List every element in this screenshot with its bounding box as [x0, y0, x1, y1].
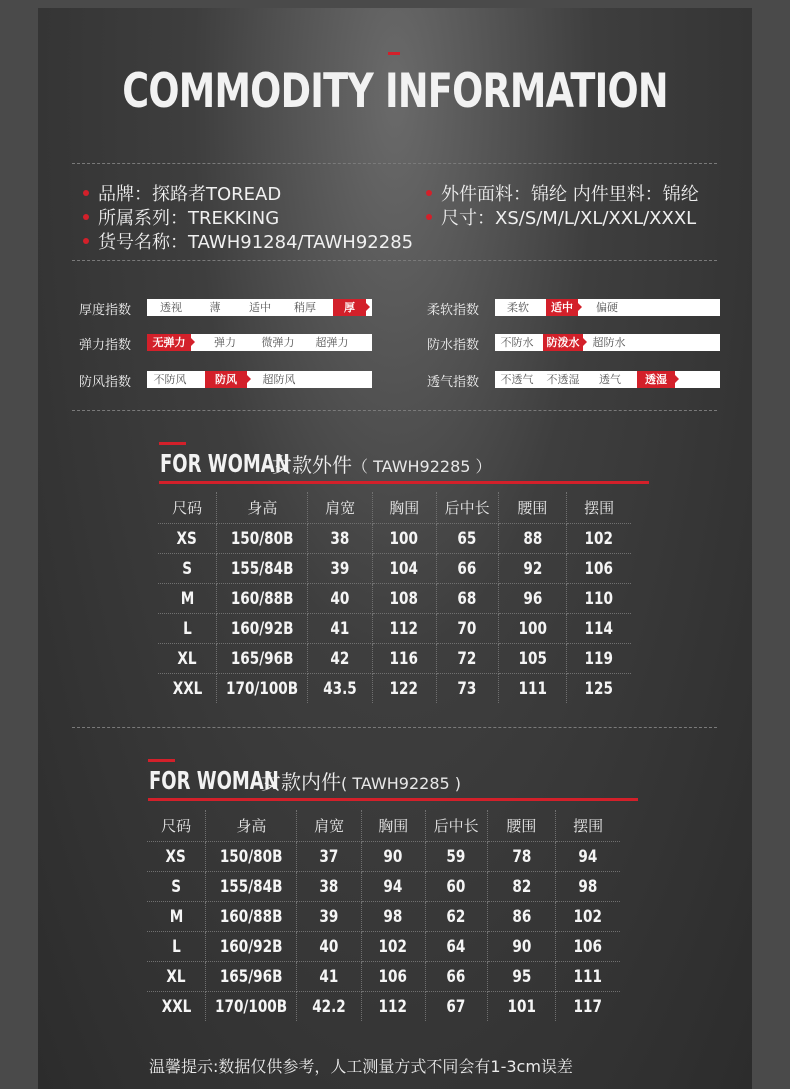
- column-header: 后中长: [436, 492, 498, 524]
- bullet-icon: [426, 190, 432, 196]
- table-cell: M: [158, 584, 217, 614]
- breathability-index-label: 透气指数: [427, 375, 480, 390]
- breathability-index-bar: 不透气 不透湿 透气 透湿: [495, 371, 720, 388]
- table-cell: 104: [372, 554, 436, 584]
- table-cell: 82: [487, 872, 555, 902]
- table-header-row: [147, 810, 620, 842]
- info-sizes: 尺寸：XS/S/M/L/XL/XXL/XXXL: [426, 204, 696, 230]
- table-cell: 100: [498, 614, 566, 644]
- column-header: 尺码: [147, 810, 206, 842]
- waterproof-index-label: 防水指数: [427, 338, 480, 353]
- table-cell: 106: [567, 554, 631, 584]
- thickness-index-bar: 透视 薄 适中 稍厚 厚: [147, 299, 372, 316]
- table-cell: 67: [425, 992, 487, 1022]
- table-cell: 117: [573, 996, 603, 1017]
- table-row: [147, 932, 620, 962]
- table-cell: 102: [567, 524, 631, 554]
- table-cell: 39: [308, 554, 372, 584]
- elasticity-index-label: 弹力指数: [79, 338, 132, 353]
- table-cell: 42: [308, 644, 372, 674]
- info-series: 所属系列：TREKKING: [83, 204, 279, 230]
- section-title-inner: FOR WOMAN女款内件( TAWH92285 ): [149, 766, 462, 795]
- table-cell: 98: [556, 872, 620, 902]
- table-cell: 101: [487, 992, 555, 1022]
- table-cell: 66: [425, 962, 487, 992]
- column-header: 尺码: [158, 492, 217, 524]
- column-header: 腰围: [498, 492, 566, 524]
- table-row: [147, 842, 620, 872]
- table-cell: 94: [556, 842, 620, 872]
- table-cell: 37: [297, 842, 361, 872]
- bullet-icon: [83, 214, 89, 220]
- table-cell: 72: [436, 644, 498, 674]
- table-cell: 160/88B: [217, 584, 308, 614]
- size-table-inner: [147, 810, 620, 1021]
- info-fabric: 外件面料：锦纶 内件里料：锦纶: [426, 180, 699, 206]
- table-cell: 116: [372, 644, 436, 674]
- table-row: [158, 674, 631, 704]
- bullet-icon: [83, 190, 89, 196]
- table-cell: S: [147, 872, 206, 902]
- table-cell: XXL: [158, 674, 217, 704]
- selected-marker: 防泼水: [543, 334, 583, 351]
- selected-marker: 适中: [546, 299, 578, 316]
- section-accent-bar: [148, 759, 175, 762]
- table-cell: 90: [361, 842, 425, 872]
- column-header: 身高: [206, 810, 297, 842]
- table-cell: 119: [567, 644, 631, 674]
- divider: [72, 260, 717, 261]
- table-cell: 39: [297, 902, 361, 932]
- table-cell: 165/96B: [217, 644, 308, 674]
- selected-marker: 厚: [333, 299, 366, 316]
- table-cell: 38: [308, 524, 372, 554]
- divider: [72, 410, 717, 411]
- divider: [72, 163, 717, 164]
- table-cell: XS: [158, 524, 217, 554]
- table-cell: 62: [425, 902, 487, 932]
- table-cell: 40: [297, 932, 361, 962]
- column-header: 后中长: [425, 810, 487, 842]
- column-header: 胸围: [372, 492, 436, 524]
- info-brand: 品牌：探路者TOREAD: [83, 180, 281, 206]
- table-row: [158, 584, 631, 614]
- table-cell: 43.5: [308, 674, 372, 704]
- thickness-index-label: 厚度指数: [79, 303, 132, 318]
- selected-marker: 透湿: [637, 371, 675, 388]
- windproof-index-bar: 不防风 防风 超防风: [147, 371, 372, 388]
- table-cell: 70: [436, 614, 498, 644]
- table-cell: 68: [436, 584, 498, 614]
- table-cell: 114: [567, 614, 631, 644]
- section-underline: [148, 798, 638, 801]
- table-cell: 170/100B: [206, 992, 297, 1022]
- table-cell: 111: [498, 674, 566, 704]
- table-row: [158, 554, 631, 584]
- table-cell: 95: [487, 962, 555, 992]
- table-cell: 90: [487, 932, 555, 962]
- divider: [72, 727, 717, 728]
- table-row: [147, 902, 620, 932]
- table-cell: 155/84B: [217, 554, 308, 584]
- table-cell: 125: [584, 678, 614, 699]
- table-cell: XXL: [147, 992, 206, 1022]
- table-cell: 160/92B: [206, 932, 297, 962]
- table-cell: 150/80B: [206, 842, 297, 872]
- table-cell: 96: [498, 584, 566, 614]
- softness-index-bar: 柔软 适中 偏硬: [495, 299, 720, 316]
- table-cell: L: [147, 932, 206, 962]
- column-header: 胸围: [361, 810, 425, 842]
- table-cell: M: [147, 902, 206, 932]
- table-row: [158, 644, 631, 674]
- table-cell: 38: [297, 872, 361, 902]
- table-cell: 106: [361, 962, 425, 992]
- table-cell: 112: [361, 992, 425, 1022]
- column-header: 摆围: [556, 810, 620, 842]
- table-cell: 94: [361, 872, 425, 902]
- table-row: [158, 614, 631, 644]
- table-cell: 102: [556, 902, 620, 932]
- table-cell: 66: [436, 554, 498, 584]
- table-cell: 98: [361, 902, 425, 932]
- column-header: 身高: [217, 492, 308, 524]
- table-row: [158, 524, 631, 554]
- table-cell: 122: [372, 674, 436, 704]
- title-accent-bar: [388, 52, 400, 55]
- waterproof-index-bar: 不防水 防泼水 超防水: [495, 334, 720, 351]
- windproof-index-label: 防风指数: [79, 375, 132, 390]
- column-header: 腰围: [487, 810, 555, 842]
- table-cell: 73: [436, 674, 498, 704]
- table-cell: 86: [487, 902, 555, 932]
- table-header-row: [158, 492, 631, 524]
- table-row: [147, 962, 620, 992]
- size-table-outer: [158, 492, 631, 703]
- table-cell: XS: [147, 842, 206, 872]
- table-cell: 60: [425, 872, 487, 902]
- table-cell: 65: [436, 524, 498, 554]
- info-model: 货号名称：TAWH91284/TAWH92285: [83, 228, 413, 254]
- table-cell: 155/84B: [206, 872, 297, 902]
- column-header: 肩宽: [308, 492, 372, 524]
- table-cell: 110: [567, 584, 631, 614]
- table-cell: 165/96B: [206, 962, 297, 992]
- section-title-outer: FOR WOMAN女款外件（ TAWH92285 ）: [160, 449, 492, 478]
- table-cell: L: [158, 614, 217, 644]
- table-cell: 108: [372, 584, 436, 614]
- table-cell: 64: [425, 932, 487, 962]
- table-cell: 160/88B: [206, 902, 297, 932]
- table-cell: 40: [308, 584, 372, 614]
- table-cell: 105: [498, 644, 566, 674]
- table-cell: 100: [372, 524, 436, 554]
- table-cell: 42.2: [297, 992, 361, 1022]
- softness-index-label: 柔软指数: [427, 303, 480, 318]
- table-cell: 170/100B: [217, 674, 308, 704]
- table-cell: 88: [498, 524, 566, 554]
- table-cell: 106: [556, 932, 620, 962]
- page-title: COMMODITY INFORMATION: [122, 64, 668, 119]
- section-accent-bar: [159, 442, 186, 445]
- table-cell: 112: [372, 614, 436, 644]
- selected-marker: 防风: [205, 371, 247, 388]
- table-cell: 111: [556, 962, 620, 992]
- bullet-icon: [83, 238, 89, 244]
- table-cell: 160/92B: [217, 614, 308, 644]
- table-cell: XL: [147, 962, 206, 992]
- elasticity-index-bar: 无弹力 弹力 微弹力 超弹力: [147, 334, 372, 351]
- table-cell: 150/80B: [217, 524, 308, 554]
- section-underline: [159, 481, 649, 484]
- table-cell: 92: [498, 554, 566, 584]
- column-header: 肩宽: [297, 810, 361, 842]
- measurement-note: 温馨提示:数据仅供参考，人工测量方式不同会有1-3cm误差: [149, 1057, 573, 1076]
- table-row: [147, 992, 620, 1022]
- table-row: [147, 872, 620, 902]
- table-cell: S: [158, 554, 217, 584]
- table-cell: XL: [158, 644, 217, 674]
- selected-marker: 无弹力: [147, 334, 191, 351]
- bullet-icon: [426, 214, 432, 220]
- table-cell: 78: [487, 842, 555, 872]
- table-cell: 41: [308, 614, 372, 644]
- table-cell: 102: [361, 932, 425, 962]
- column-header: 摆围: [567, 492, 631, 524]
- table-cell: 41: [297, 962, 361, 992]
- table-cell: 59: [425, 842, 487, 872]
